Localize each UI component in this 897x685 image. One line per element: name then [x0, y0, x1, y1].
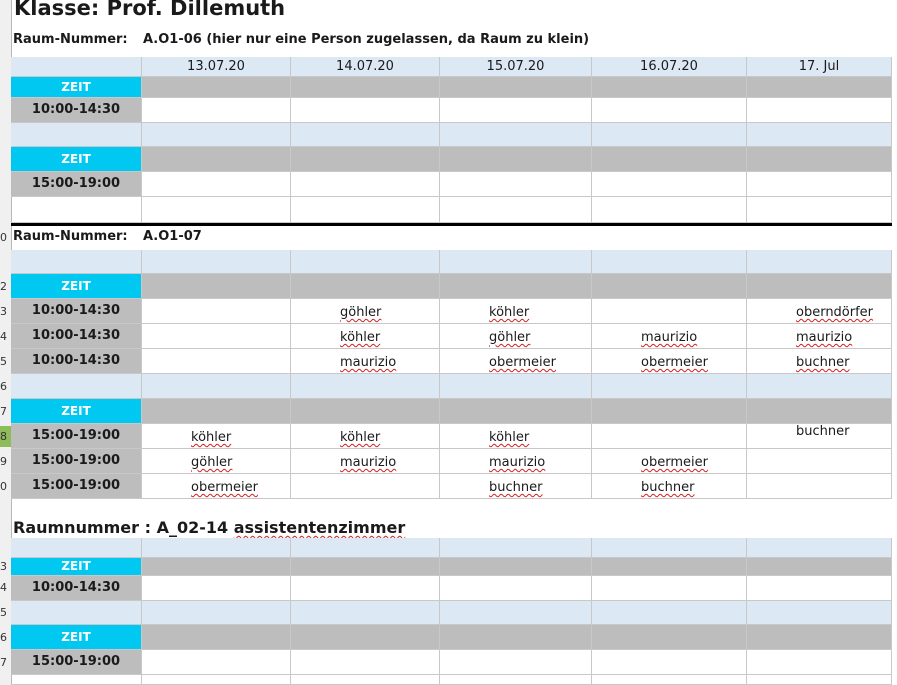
- cell[interactable]: [747, 558, 892, 576]
- cell[interactable]: [440, 98, 592, 123]
- row-number[interactable]: 6: [0, 631, 7, 644]
- cell[interactable]: [592, 650, 747, 675]
- cell[interactable]: [291, 123, 440, 147]
- booking-name: maurizio: [489, 455, 546, 470]
- spacer-row: [11, 250, 892, 274]
- booking-name: obermeier: [489, 355, 556, 370]
- zeit-row: [11, 399, 892, 424]
- cell[interactable]: [142, 172, 291, 197]
- booking-cell[interactable]: [440, 424, 592, 449]
- booking-name: buchner: [641, 480, 695, 495]
- cell[interactable]: [291, 147, 440, 172]
- cell[interactable]: [440, 172, 592, 197]
- cell[interactable]: [592, 274, 747, 299]
- date-header-cell[interactable]: 15.07.20: [440, 57, 592, 77]
- booking-cell[interactable]: [592, 324, 747, 349]
- cell[interactable]: [592, 250, 747, 274]
- cell[interactable]: [592, 197, 747, 223]
- cell[interactable]: [291, 274, 440, 299]
- booking-row: [11, 474, 892, 499]
- cell[interactable]: [291, 650, 440, 675]
- time-cell[interactable]: 10:00-14:30: [11, 576, 142, 601]
- time-row: [11, 172, 892, 197]
- date-header-cell[interactable]: 13.07.20: [142, 57, 291, 77]
- cell[interactable]: [440, 625, 592, 650]
- spacer-row: [11, 374, 892, 399]
- cell[interactable]: [747, 625, 892, 650]
- zeit-cell[interactable]: ZEIT: [11, 274, 142, 299]
- booking-name: göhler: [489, 330, 531, 345]
- row-number[interactable]: 4: [0, 581, 7, 594]
- cell[interactable]: [440, 558, 592, 576]
- booking-name: maurizio: [641, 330, 698, 345]
- booking-cell[interactable]: [747, 349, 892, 374]
- time-cell[interactable]: 10:00-14:30: [11, 349, 142, 374]
- booking-name: maurizio: [796, 330, 853, 345]
- cell[interactable]: [142, 558, 291, 576]
- cell[interactable]: [291, 538, 440, 558]
- booking-cell[interactable]: [142, 299, 291, 324]
- cell[interactable]: [291, 250, 440, 274]
- room-label[interactable]: Raum-Nummer:: [13, 229, 128, 244]
- row-number[interactable]: 3: [0, 305, 7, 318]
- cell[interactable]: [142, 98, 291, 123]
- cell[interactable]: [142, 250, 291, 274]
- room-number-value[interactable]: A.O1-07: [143, 229, 202, 244]
- cell[interactable]: [142, 601, 291, 625]
- cell[interactable]: [11, 675, 142, 685]
- cell[interactable]: [440, 650, 592, 675]
- cell[interactable]: [440, 147, 592, 172]
- booking-cell[interactable]: [291, 449, 440, 474]
- date-header-cell[interactable]: 14.07.20: [291, 57, 440, 77]
- booking-cell[interactable]: [440, 349, 592, 374]
- zeit-row: [11, 558, 892, 576]
- cell[interactable]: [592, 172, 747, 197]
- cell[interactable]: [291, 625, 440, 650]
- cell[interactable]: [11, 250, 142, 274]
- room-heading-prefix: Raumnummer : A_02-14: [13, 518, 234, 537]
- booking-cell[interactable]: [142, 324, 291, 349]
- booking-cell[interactable]: [291, 299, 440, 324]
- booking-cell[interactable]: [440, 449, 592, 474]
- cell[interactable]: [592, 625, 747, 650]
- row-number[interactable]: 0: [0, 231, 7, 244]
- cell[interactable]: [142, 197, 291, 223]
- booking-cell[interactable]: [291, 349, 440, 374]
- spacer-row: [11, 538, 892, 558]
- row-number[interactable]: 7: [0, 405, 7, 418]
- cell[interactable]: [440, 576, 592, 601]
- cell[interactable]: [747, 77, 892, 98]
- booking-cell[interactable]: [592, 474, 747, 499]
- booking-cell[interactable]: [142, 424, 291, 449]
- spacer-row: [11, 601, 892, 625]
- cell[interactable]: [142, 399, 291, 424]
- time-cell[interactable]: 10:00-14:30: [11, 324, 142, 349]
- row-number-selected[interactable]: 8: [0, 426, 11, 447]
- cell[interactable]: [592, 675, 747, 685]
- room-heading-spell: assistentenzimmer: [233, 518, 406, 537]
- booking-cell[interactable]: [440, 299, 592, 324]
- row-number[interactable]: 6: [0, 380, 7, 393]
- empty-row: [11, 675, 892, 685]
- cell[interactable]: [440, 274, 592, 299]
- cell[interactable]: [592, 77, 747, 98]
- cell[interactable]: [440, 250, 592, 274]
- booking-row: [11, 324, 892, 349]
- booking-name: göhler: [191, 455, 233, 470]
- zeit-row: [11, 625, 892, 650]
- cell[interactable]: [592, 601, 747, 625]
- cell[interactable]: [440, 601, 592, 625]
- zeit-row: [11, 274, 892, 299]
- booking-cell[interactable]: [291, 324, 440, 349]
- time-cell[interactable]: 15:00-19:00: [11, 424, 142, 449]
- booking-name: göhler: [340, 305, 382, 320]
- booking-cell[interactable]: [440, 474, 592, 499]
- booking-cell[interactable]: [747, 449, 892, 474]
- booking-name: buchner: [796, 355, 850, 370]
- cell[interactable]: [142, 147, 291, 172]
- time-row: [11, 98, 892, 123]
- cell[interactable]: [592, 558, 747, 576]
- cell[interactable]: [747, 274, 892, 299]
- cell[interactable]: [747, 675, 892, 685]
- booking-name: obermeier: [641, 455, 708, 470]
- cell[interactable]: [291, 374, 440, 399]
- date-header-cell[interactable]: 16.07.20: [592, 57, 747, 77]
- cell[interactable]: [592, 399, 747, 424]
- row-number[interactable]: 2: [0, 280, 7, 293]
- cell[interactable]: [440, 123, 592, 147]
- cell[interactable]: [747, 98, 892, 123]
- booking-cell[interactable]: [142, 349, 291, 374]
- cell[interactable]: [440, 399, 592, 424]
- row-number[interactable]: 5: [0, 355, 7, 368]
- date-header-cell[interactable]: 17. Jul: [747, 57, 892, 77]
- sheet-title[interactable]: Klasse: Prof. Dillemuth: [14, 0, 286, 20]
- time-cell[interactable]: 15:00-19:00: [11, 172, 142, 197]
- booking-name: köhler: [191, 430, 232, 445]
- booking-cell[interactable]: [142, 449, 291, 474]
- cell[interactable]: [592, 147, 747, 172]
- cell[interactable]: [142, 625, 291, 650]
- booking-name: oberndörfer: [796, 305, 874, 320]
- row-number[interactable]: 9: [0, 455, 7, 468]
- cell[interactable]: [747, 538, 892, 558]
- row-number[interactable]: 7: [0, 656, 7, 669]
- cell[interactable]: [440, 197, 592, 223]
- cell[interactable]: [747, 601, 892, 625]
- cell[interactable]: [291, 675, 440, 685]
- cell[interactable]: [11, 538, 142, 558]
- booking-name: buchner: [489, 480, 543, 495]
- booking-row: [11, 349, 892, 374]
- booking-name: köhler: [340, 330, 381, 345]
- cell[interactable]: [747, 197, 892, 223]
- booking-row: [11, 424, 892, 449]
- spacer-row: [11, 123, 892, 147]
- booking-cell[interactable]: [592, 299, 747, 324]
- cell[interactable]: [440, 77, 592, 98]
- section-divider: [11, 223, 892, 226]
- cell[interactable]: [11, 197, 142, 223]
- booking-name: maurizio: [340, 455, 397, 470]
- cell[interactable]: [747, 147, 892, 172]
- cell[interactable]: [747, 123, 892, 147]
- cell[interactable]: [142, 675, 291, 685]
- time-cell[interactable]: 15:00-19:00: [11, 474, 142, 499]
- cell[interactable]: [142, 77, 291, 98]
- cell[interactable]: [291, 558, 440, 576]
- cell[interactable]: [142, 274, 291, 299]
- room-number-value[interactable]: A.O1-06 (hier nur eine Person zugelassen, da Raum zu klein): [143, 32, 590, 47]
- zeit-row: [11, 77, 892, 98]
- time-cell[interactable]: 15:00-19:00: [11, 449, 142, 474]
- time-row: [11, 650, 892, 675]
- time-cell[interactable]: 10:00-14:30: [11, 98, 142, 123]
- cell[interactable]: [142, 650, 291, 675]
- cell[interactable]: [592, 538, 747, 558]
- zeit-cell[interactable]: ZEIT: [11, 147, 142, 172]
- booking-name: maurizio: [340, 355, 397, 370]
- cell[interactable]: [11, 374, 142, 399]
- room-label[interactable]: Raum-Nummer:: [13, 32, 128, 47]
- time-row: [11, 576, 892, 601]
- time-cell[interactable]: 15:00-19:00: [11, 650, 142, 675]
- booking-cell[interactable]: [747, 474, 892, 499]
- cell[interactable]: [142, 374, 291, 399]
- cell[interactable]: [291, 601, 440, 625]
- cell[interactable]: [440, 675, 592, 685]
- booking-cell[interactable]: [291, 424, 440, 449]
- cell[interactable]: [291, 172, 440, 197]
- cell[interactable]: [747, 399, 892, 424]
- cell[interactable]: [291, 576, 440, 601]
- zeit-cell[interactable]: ZEIT: [11, 558, 142, 576]
- booking-name: obermeier: [641, 355, 708, 370]
- cell[interactable]: [440, 374, 592, 399]
- cell[interactable]: [592, 123, 747, 147]
- empty-row: [11, 197, 892, 223]
- cell[interactable]: [291, 98, 440, 123]
- cell[interactable]: [291, 77, 440, 98]
- booking-cell[interactable]: [592, 449, 747, 474]
- booking-cell[interactable]: [747, 299, 892, 324]
- cell[interactable]: [747, 374, 892, 399]
- cell[interactable]: [747, 576, 892, 601]
- cell[interactable]: [747, 650, 892, 675]
- booking-cell[interactable]: [142, 474, 291, 499]
- cell[interactable]: [592, 98, 747, 123]
- booking-cell[interactable]: [440, 324, 592, 349]
- cell[interactable]: [11, 123, 142, 147]
- cell[interactable]: [291, 197, 440, 223]
- cell[interactable]: [592, 576, 747, 601]
- zeit-row: [11, 147, 892, 172]
- row-number[interactable]: 3: [0, 560, 7, 573]
- row-number[interactable]: 4: [0, 330, 7, 343]
- zeit-cell[interactable]: ZEIT: [11, 625, 142, 650]
- booking-name: köhler: [489, 305, 530, 320]
- booking-cell[interactable]: [592, 424, 747, 449]
- booking-name: obermeier: [191, 480, 258, 495]
- time-cell[interactable]: 10:00-14:30: [11, 299, 142, 324]
- cell[interactable]: [291, 399, 440, 424]
- cell[interactable]: [440, 538, 592, 558]
- cell[interactable]: [747, 172, 892, 197]
- booking-cell[interactable]: [291, 474, 440, 499]
- cell[interactable]: [142, 123, 291, 147]
- cell[interactable]: [592, 374, 747, 399]
- booking-cell[interactable]: [747, 324, 892, 349]
- booking-row: [11, 299, 892, 324]
- cell[interactable]: [11, 57, 142, 77]
- cell[interactable]: [142, 538, 291, 558]
- booking-name: köhler: [489, 430, 530, 445]
- cell[interactable]: [747, 250, 892, 274]
- zeit-cell[interactable]: ZEIT: [11, 399, 142, 424]
- date-header-row: [11, 57, 892, 77]
- room-heading[interactable]: [13, 518, 405, 537]
- booking-cell[interactable]: [592, 349, 747, 374]
- booking-cell[interactable]: [747, 424, 892, 449]
- booking-row: [11, 449, 892, 474]
- booking-name: buchner: [796, 424, 850, 439]
- row-number[interactable]: 5: [0, 606, 7, 619]
- zeit-cell[interactable]: ZEIT: [11, 77, 142, 98]
- booking-name: köhler: [340, 430, 381, 445]
- cell[interactable]: [142, 576, 291, 601]
- cell[interactable]: [11, 601, 142, 625]
- row-number[interactable]: 0: [0, 480, 7, 493]
